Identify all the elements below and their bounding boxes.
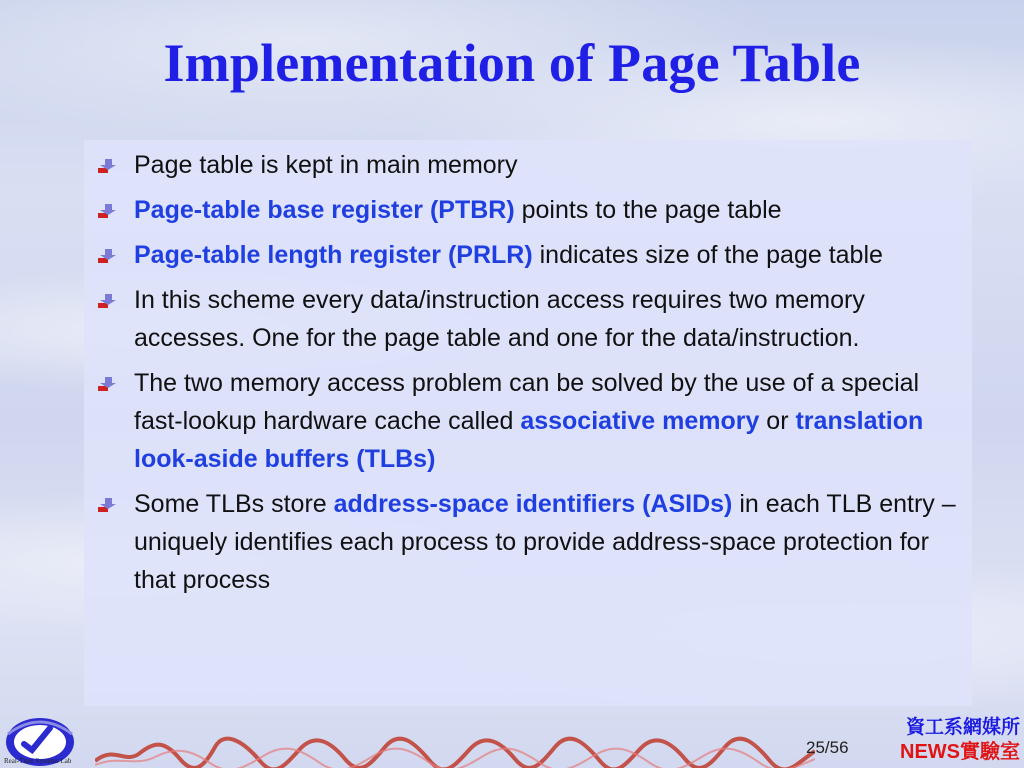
bullet-icon <box>98 204 120 218</box>
bullet-item <box>96 281 962 357</box>
bullet-run: or <box>759 407 796 435</box>
bullet-run: Page table is kept in main memory <box>134 151 518 179</box>
bullet-text <box>134 241 883 269</box>
highlighted-term: Page-table length register (PRLR) <box>134 241 533 269</box>
bullet-list <box>96 146 962 606</box>
highlighted-term: associative memory <box>520 407 760 435</box>
page-number <box>806 738 849 758</box>
bullet-icon <box>98 159 120 173</box>
department-label <box>900 716 1020 764</box>
bullet-text <box>134 286 865 352</box>
slide-title: Implementation of Page Table <box>163 33 861 93</box>
bullet-icon <box>98 249 120 263</box>
page-current: 25 <box>806 738 825 757</box>
bullet-run: points to the page table <box>514 196 782 224</box>
bullet-icon <box>98 294 120 308</box>
bullet-run: The two memory access problem can be solved by the use of a special fast-lookup hardware cache called <box>134 369 920 435</box>
bullet-item <box>96 364 962 478</box>
highlighted-term: address-space identifiers (ASIDs) <box>333 490 733 518</box>
bullet-item <box>96 146 962 184</box>
page-total: 56 <box>829 738 849 757</box>
bullet-text <box>134 490 956 594</box>
bullet-text <box>134 369 923 473</box>
bullet-run: indicates size of the page table <box>532 241 883 269</box>
bullet-text <box>134 151 518 179</box>
bullet-run: in each TLB entry – uniquely identifies each process to provide address-space protection for that process <box>134 490 956 594</box>
dept-news: NEWS <box>900 741 960 763</box>
bullet-icon <box>98 498 120 512</box>
department-line-2 <box>900 740 1020 764</box>
dept-lab: 實驗室 <box>960 741 1020 763</box>
decorative-wave-border <box>95 735 815 768</box>
bullet-item <box>96 485 962 599</box>
bullet-text <box>134 196 782 224</box>
highlighted-term: Page-table base register (PTBR) <box>134 196 515 224</box>
bullet-icon <box>98 377 120 391</box>
page-separator: / <box>824 738 830 757</box>
bullet-run: Some TLBs store <box>134 490 334 518</box>
bullet-item <box>96 191 962 229</box>
highlighted-term: translation look-aside buffers (TLBs) <box>134 407 924 473</box>
lab-label: Real-Time Systems Lab <box>4 757 72 765</box>
bullet-run: In this scheme every data/instruction access requires two memory accesses. One for the page table and one for the data/instruction. <box>134 286 865 352</box>
department-line-1: 資工系網媒所 <box>905 717 1020 738</box>
bullet-item <box>96 236 962 274</box>
